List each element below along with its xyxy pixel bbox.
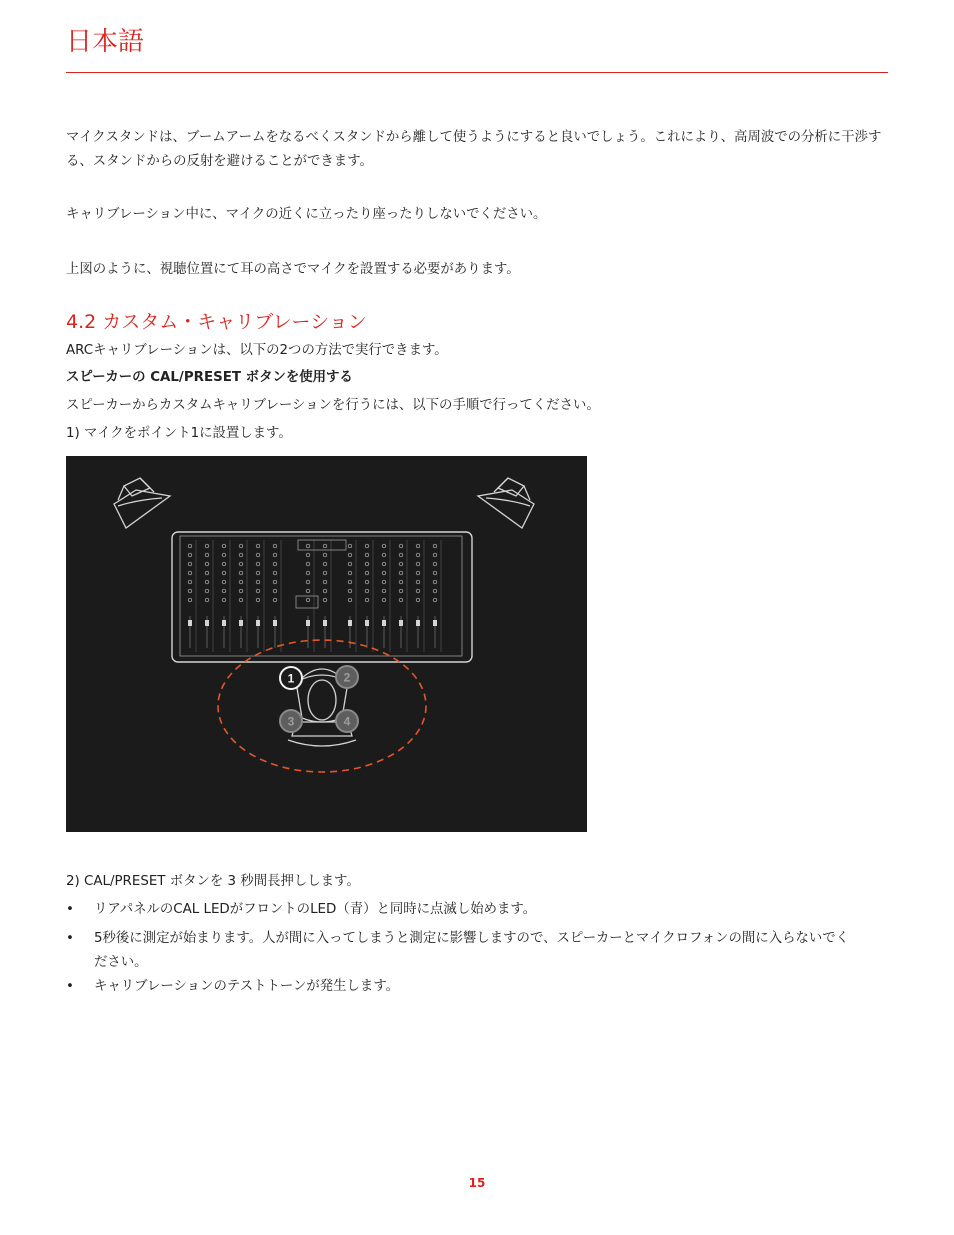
channel-knob: [239, 580, 243, 584]
channel-knob: [205, 571, 209, 575]
bullet-item: [66, 927, 888, 975]
channel-knob: [222, 562, 226, 566]
channel-knob: [273, 553, 277, 557]
step-1: 1) マイクをポイント1に設置します。: [66, 426, 292, 441]
channel-knob: [323, 589, 327, 593]
fader-cap: [273, 620, 277, 626]
title-divider: [66, 72, 888, 73]
paragraph-no-standing: キャリブレーション中に、マイクの近くに立ったり座ったりしないでください。: [66, 207, 547, 222]
channel-knob: [365, 553, 369, 557]
page-number: 15: [468, 1176, 486, 1190]
channel-knob: [205, 553, 209, 557]
paragraph-ear-height: 上図のように、視聴位置にて耳の高さでマイクを設置する必要があります。: [66, 262, 520, 277]
section-subheading: スピーカーの CAL/PRESET ボタンを使用する: [66, 370, 353, 385]
channel-knob: [416, 598, 420, 602]
bullet-text-line2: ださい。: [94, 955, 148, 970]
page-title: 日本語: [66, 27, 145, 57]
fader-cap: [323, 620, 327, 626]
channel-knob: [348, 571, 352, 575]
fader-cap: [239, 620, 243, 626]
measurement-point-2: [336, 666, 358, 688]
channel-knob: [433, 571, 437, 575]
channel-knob: [382, 544, 386, 548]
channel-knob: [256, 571, 260, 575]
channel-knob: [399, 598, 403, 602]
fader-cap: [222, 620, 226, 626]
channel-knob: [416, 544, 420, 548]
fader-cap: [205, 620, 209, 626]
measurement-point-4-label: 4: [343, 714, 351, 729]
channel-knob: [416, 580, 420, 584]
bullet-dot: •: [66, 979, 74, 994]
channel-knob: [399, 589, 403, 593]
channel-knob: [382, 589, 386, 593]
channel-knob: [239, 589, 243, 593]
channel-knob: [433, 589, 437, 593]
channel-knob: [382, 553, 386, 557]
channel-knob: [273, 589, 277, 593]
channel-knob: [205, 598, 209, 602]
channel-knob: [306, 562, 310, 566]
bullet-text: リアパネルのCAL LEDがフロントのLED（青）と同時に点滅し始めます。: [94, 902, 537, 917]
channel-knob: [365, 598, 369, 602]
measurement-point-3-label: 3: [287, 714, 295, 729]
bullet-text: キャリブレーションのテストトーンが発生します。: [94, 979, 400, 994]
channel-knob: [205, 580, 209, 584]
channel-knob: [188, 544, 192, 548]
channel-knob: [323, 562, 327, 566]
channel-knob: [348, 598, 352, 602]
channel-knob: [256, 589, 260, 593]
channel-knob: [323, 553, 327, 557]
channel-knob: [382, 598, 386, 602]
channel-knob: [239, 562, 243, 566]
channel-knob: [348, 580, 352, 584]
channel-knob: [399, 544, 403, 548]
step-2: 2) CAL/PRESET ボタンを 3 秒間長押しします。: [66, 874, 360, 889]
fader-cap: [306, 620, 310, 626]
measurement-point-1-label: 1: [287, 671, 295, 686]
channel-knob: [256, 544, 260, 548]
channel-knob: [416, 562, 420, 566]
channel-knob: [323, 544, 327, 548]
channel-knob: [416, 589, 420, 593]
measurement-point-3: [280, 710, 302, 732]
paragraph-mic-stand-line2: る、スタンドからの反射を避けることができます。: [66, 154, 373, 169]
channel-knob: [365, 562, 369, 566]
channel-knob: [239, 571, 243, 575]
channel-knob: [399, 571, 403, 575]
channel-knob: [306, 571, 310, 575]
fader-cap: [348, 620, 352, 626]
channel-knob: [323, 598, 327, 602]
channel-knob: [306, 589, 310, 593]
fader-cap: [399, 620, 403, 626]
channel-knob: [382, 562, 386, 566]
channel-knob: [188, 571, 192, 575]
channel-knob: [382, 580, 386, 584]
channel-knob: [365, 571, 369, 575]
paragraph-mic-stand: [66, 126, 888, 174]
calibration-diagram: [66, 456, 587, 832]
channel-knob: [365, 580, 369, 584]
channel-knob: [348, 544, 352, 548]
mixer-console: [172, 532, 472, 662]
bullet-item: [66, 975, 888, 999]
measurement-point-2-label: 2: [343, 670, 351, 685]
channel-knob: [348, 589, 352, 593]
channel-knob: [348, 562, 352, 566]
fader-cap: [433, 620, 437, 626]
channel-knob: [433, 544, 437, 548]
fader-cap: [365, 620, 369, 626]
bullet-dot: •: [66, 902, 74, 917]
channel-knob: [273, 562, 277, 566]
channel-knob: [256, 562, 260, 566]
right-speaker-icon: [478, 478, 534, 528]
channel-knob: [222, 553, 226, 557]
bullet-item: [66, 898, 888, 922]
channel-knob: [433, 598, 437, 602]
channel-knob: [273, 544, 277, 548]
section-intro: ARCキャリブレーションは、以下の2つの方法で実行できます。: [66, 343, 448, 358]
fader-cap: [256, 620, 260, 626]
channel-knob: [239, 544, 243, 548]
channel-knob: [348, 553, 352, 557]
channel-knob: [306, 598, 310, 602]
channel-knob: [205, 544, 209, 548]
measurement-point-1: [280, 667, 302, 689]
channel-knob: [205, 589, 209, 593]
measurement-point-4: [336, 710, 358, 732]
channel-knob: [273, 598, 277, 602]
listening-area-dashed: [218, 640, 426, 772]
channel-knob: [323, 571, 327, 575]
channel-knob: [306, 544, 310, 548]
channel-knob: [256, 553, 260, 557]
channel-knob: [399, 553, 403, 557]
channel-knob: [416, 553, 420, 557]
channel-knob: [222, 544, 226, 548]
channel-knob: [399, 580, 403, 584]
section-lead: スピーカーからカスタムキャリブレーションを行うには、以下の手順で行ってください。: [66, 398, 600, 413]
channel-knob: [188, 553, 192, 557]
paragraph-mic-stand-line1: マイクスタンドは、ブームアームをなるべくスタンドから離して使うようにすると良いでしょう。これにより、高周波での分析に干渉す: [66, 130, 882, 145]
calibration-diagram-svg: [66, 456, 587, 832]
channel-knob: [188, 598, 192, 602]
channel-knob: [382, 571, 386, 575]
channel-knob: [188, 580, 192, 584]
channel-knob: [306, 580, 310, 584]
channel-knob: [222, 589, 226, 593]
channel-knob: [273, 580, 277, 584]
channel-knob: [256, 598, 260, 602]
left-speaker-icon: [114, 478, 170, 528]
channel-knob: [188, 589, 192, 593]
section-heading: 4.2 カスタム・キャリブレーション: [66, 311, 367, 333]
channel-knob: [222, 598, 226, 602]
channel-knob: [365, 544, 369, 548]
channel-knob: [256, 580, 260, 584]
channel-knob: [222, 580, 226, 584]
channel-knob: [188, 562, 192, 566]
channel-knob: [222, 571, 226, 575]
channel-knob: [433, 562, 437, 566]
channel-knob: [205, 562, 209, 566]
channel-knob: [306, 553, 310, 557]
bullet-dot: •: [66, 931, 74, 946]
fader-cap: [416, 620, 420, 626]
fader-cap: [382, 620, 386, 626]
channel-knob: [239, 553, 243, 557]
channel-knob: [416, 571, 420, 575]
fader-cap: [188, 620, 192, 626]
channel-knob: [433, 580, 437, 584]
channel-knob: [365, 589, 369, 593]
channel-knob: [239, 598, 243, 602]
channel-knob: [399, 562, 403, 566]
bullet-text-line1: 5秒後に測定が始まります。人が間に入ってしまうと測定に影響しますので、スピーカーとマイクロフォンの間に入らないでく: [94, 931, 850, 946]
channel-knob: [273, 571, 277, 575]
channel-knob: [323, 580, 327, 584]
channel-knob: [433, 553, 437, 557]
